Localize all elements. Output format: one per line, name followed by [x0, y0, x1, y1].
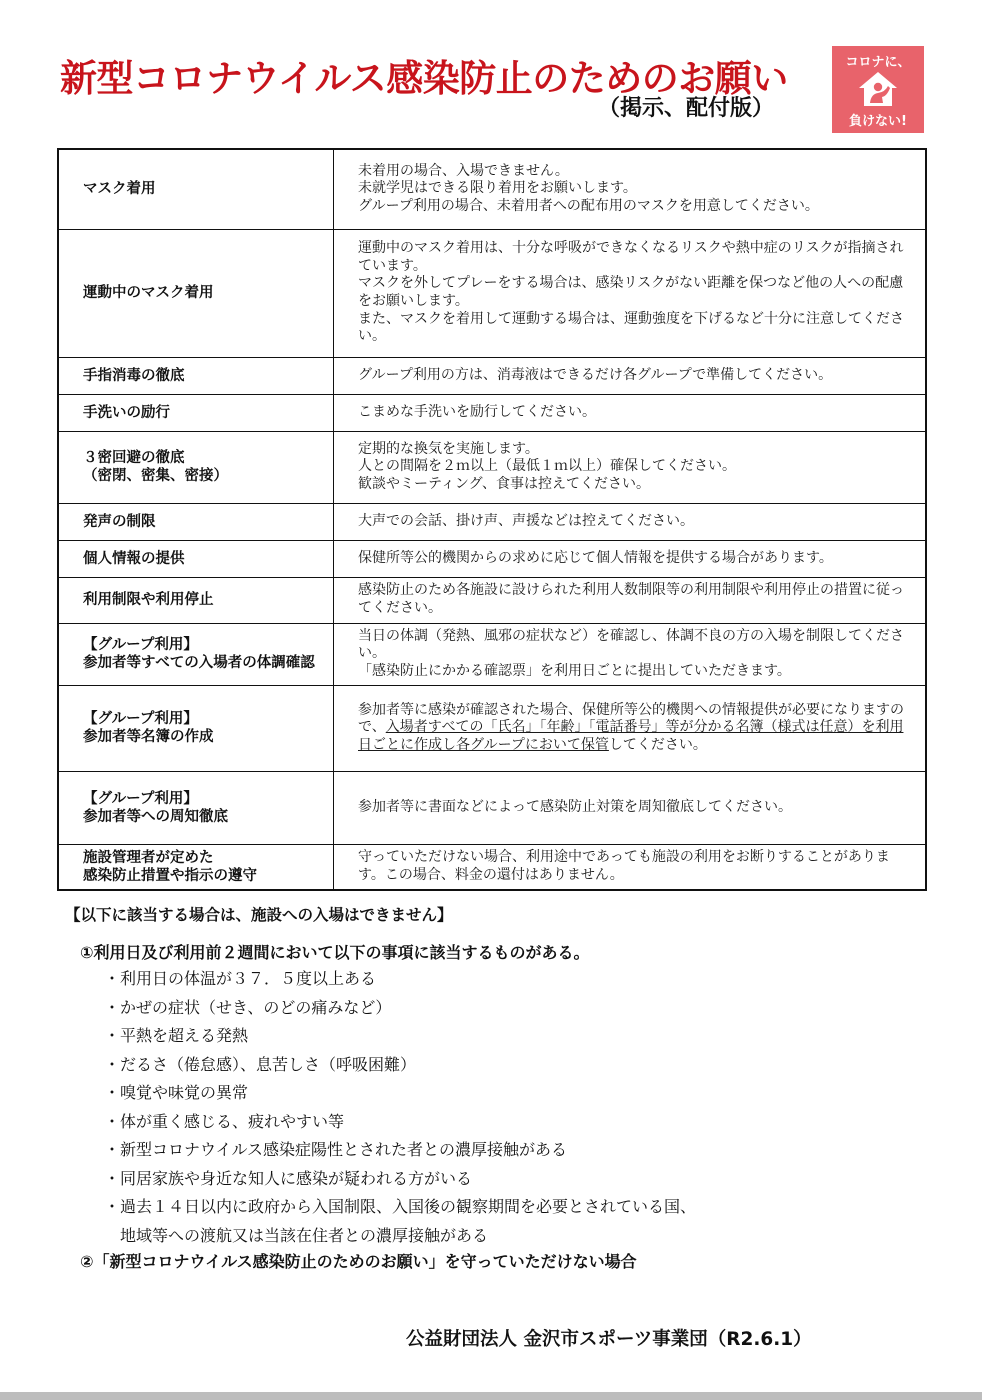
rule-text: こまめな手洗いを励行してください。: [334, 394, 927, 431]
rule-label: ３密回避の徹底 （密閉、密集、密接）: [58, 431, 334, 503]
rule-label: 利用制限や利用停止: [58, 577, 334, 623]
list-item: ・同居家族や身近な知人に感染が疑われる方がいる: [104, 1168, 473, 1188]
rule-text: 守っていただけない場合、利用途中であっても施設の利用をお断りすることがあります。この場合、料金の還付はありません。: [334, 844, 927, 890]
list-item: ・体が重く感じる、疲れやすい等: [104, 1111, 345, 1131]
footer-organization: 公益財団法人 金沢市スポーツ事業団（R2.6.1）: [406, 1329, 812, 1350]
list-item: ・新型コロナウイルス感染症陽性とされた者との濃厚接触がある: [104, 1140, 568, 1159]
rule-label: 【グループ利用】 参加者等すべての入場者の体調確認: [58, 623, 334, 685]
rule-label: 施設管理者が定めた 感染防止措置や指示の遵守: [58, 844, 334, 890]
table-row: [58, 771, 926, 844]
table-row: [58, 229, 926, 357]
rules-table: [57, 148, 927, 891]
rule-label: 【グループ利用】 参加者等名簿の作成: [58, 685, 334, 771]
list-item: ・嗅覚や味覚の異常: [104, 1083, 249, 1102]
list-item: ・平熱を超える発熱: [104, 1026, 249, 1045]
rule-text-post: してください。: [608, 736, 707, 753]
page-title: 新型コロナウイルス感染防止のためのお願い: [60, 57, 788, 100]
rule-label: 手洗いの励行: [58, 394, 334, 431]
rule-text: 感染防止のため各施設に設けられた利用人数制限等の利用制限や利用停止の措置に従ってください。: [334, 577, 927, 623]
list-item: ・過去１４日以内に政府から入国制限、入国後の観察期間を必要とされている国、: [104, 1197, 697, 1216]
rule-text: 参加者等に書面などによって感染防止対策を周知徹底してください。: [334, 771, 927, 844]
table-row: [58, 357, 926, 394]
rule-text: グループ利用の方は、消毒液はできるだけ各グループで準備してください。: [334, 357, 927, 394]
rule-text: 運動中のマスク着用は、十分な呼吸ができなくなるリスクや熱中症のリスクが指摘されています。 マスクを外してプレーをする場合は、感染リスクがない距離を保つなど他の人への配慮をお願いします。 また、マスクを着用して運動する場合は、運動強度を下げるなど十分に注意してください。: [334, 229, 927, 357]
condition-1: ①利用日及び利用前２週間において以下の事項に該当するものがある。: [80, 943, 590, 962]
table-row: [58, 540, 926, 577]
rule-text: 大声での会話、掛け声、声援などは控えてください。: [334, 503, 927, 540]
rule-label: 運動中のマスク着用: [58, 229, 334, 357]
condition-2: ②「新型コロナウイルス感染防止のためのお願い」を守っていただけない場合: [80, 1252, 637, 1271]
list-item: ・だるさ（倦怠感）、息苦しさ（呼吸困難）: [104, 1054, 417, 1074]
rule-label: 手指消毒の徹底: [58, 357, 334, 394]
table-row: [58, 394, 926, 431]
rule-label: 個人情報の提供: [58, 540, 334, 577]
list-item: 地域等への渡航又は当該在住者との濃厚接触がある: [104, 1225, 489, 1245]
corona-badge: [832, 46, 924, 133]
rule-label: マスク着用: [58, 149, 334, 229]
table-row: [58, 503, 926, 540]
badge-bottom-text: 負けない!: [849, 114, 907, 129]
list-item: ・かぜの症状（せき、のどの痛みなど）: [104, 997, 392, 1017]
page-bottom-divider: [0, 1392, 982, 1400]
symptom-list: [104, 967, 696, 1252]
rule-text: [334, 685, 927, 771]
rule-text: 保健所等公的機関からの求めに応じて個人情報を提供する場合があります。: [334, 540, 927, 577]
list-item: ・利用日の体温が３７．５度以上ある: [104, 969, 377, 988]
rule-text: 未着用の場合、入場できません。 未就学児はできる限り着用をお願いします。 グループ利用の場合、未着用者への配布用のマスクを用意してください。: [334, 149, 927, 229]
rule-text: 定期的な換気を実施します。 人との間隔を２ｍ以上（最低１ｍ以上）確保してください。 歓談やミーティング、食事は控えてください。: [334, 431, 927, 503]
rule-text: 当日の体調（発熱、風邪の症状など）を確認し、体調不良の方の入場を制限してください。 「感染防止にかかる確認票」を利用日ごとに提出していただきます。: [334, 623, 927, 685]
rule-text-pre: 参加者等に感染が確認された場合、保健所等公的機関への情報提供が必要になりますので、: [358, 701, 904, 736]
table-row: [58, 431, 926, 503]
rule-label: 【グループ利用】 参加者等への周知徹底: [58, 771, 334, 844]
table-row: [58, 844, 926, 890]
house-person-icon: [857, 70, 899, 108]
notice-heading: 【以下に該当する場合は、施設への入場はできません】: [65, 906, 453, 924]
rule-text-underlined: 入場者すべての「氏名」「年齢」「電話番号」等が分かる名簿（様式は任意）を利用日ごとに作成し各グループにおいて保管: [358, 719, 904, 753]
badge-top-text: コロナに、: [845, 55, 911, 70]
rule-label: 発声の制限: [58, 503, 334, 540]
table-row: [58, 577, 926, 623]
table-row: [58, 149, 926, 229]
page-subtitle: （掲示、配付版）: [598, 96, 775, 121]
table-row: [58, 685, 926, 771]
table-row: [58, 623, 926, 685]
